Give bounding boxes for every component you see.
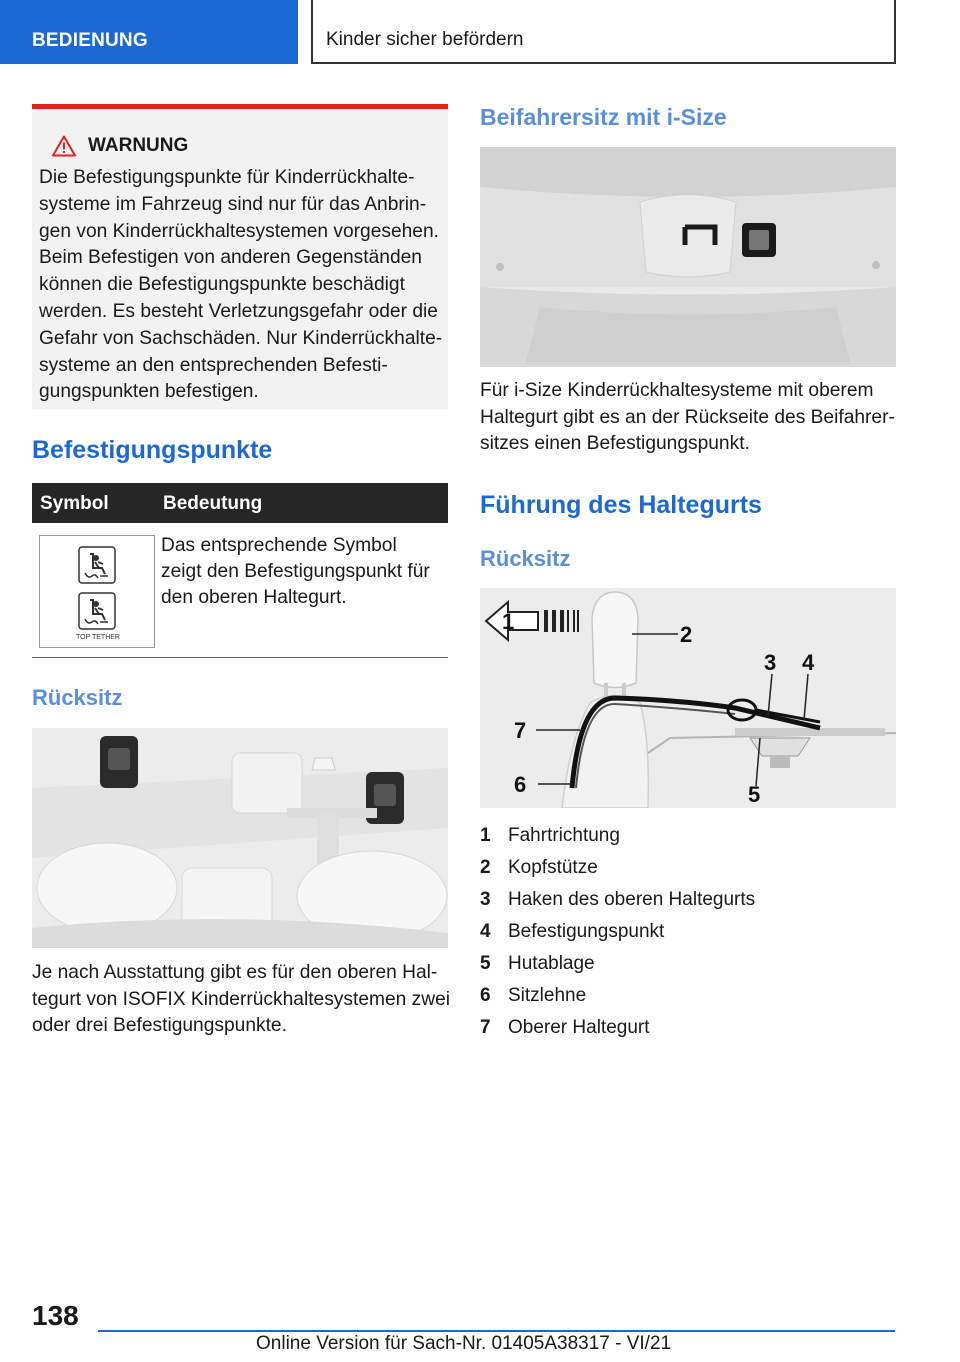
passenger-seat-illustration — [480, 147, 896, 367]
legend-number: 6 — [480, 985, 491, 1006]
warning-line: können die Befestigungspunkte beschädigt — [39, 274, 405, 296]
top-tether-icon — [78, 592, 116, 630]
legend-number: 7 — [480, 1017, 491, 1038]
legend-item — [480, 884, 900, 916]
child-seat-anchor-icon — [78, 546, 116, 584]
header-section-label: BEDIENUNG — [32, 30, 148, 51]
warning-line: systeme an den entsprechenden Befesti- — [39, 354, 388, 376]
footer-version-text: Online Version für Sach-Nr. 01405A38317 - VI/21 — [256, 1333, 672, 1354]
table-col-symbol: Symbol — [40, 493, 109, 514]
warning-line: gungspunkten befestigen. — [39, 381, 259, 403]
legend-text: Hutablage — [508, 953, 595, 974]
legend-item — [480, 820, 900, 852]
table-desc-line: zeigt den Befestigungspunkt für — [161, 561, 430, 582]
paragraph-line: sitzes einen Befestigungspunkt. — [480, 433, 750, 454]
diagram-legend — [480, 820, 900, 1044]
diagram-label-3: 3 — [764, 650, 777, 675]
legend-item — [480, 1012, 900, 1044]
passenger-seat-photo — [480, 147, 896, 367]
table-desc-line: den oberen Haltegurt. — [161, 587, 347, 608]
warning-line: Die Befestigungspunkte für Kinderrückhalte- — [39, 167, 415, 188]
header-section-tab — [0, 0, 298, 64]
legend-text: Oberer Haltegurt — [508, 1017, 650, 1038]
page-number: 138 — [32, 1300, 79, 1331]
rear-seat-illustration — [32, 728, 448, 948]
diagram-label-5: 5 — [748, 782, 761, 807]
header-chapter-box — [311, 0, 896, 64]
heading-beifahrersitz: Beifahrersitz mit i-Size — [480, 104, 727, 130]
legend-item — [480, 916, 900, 948]
rear-seat-paragraph — [32, 960, 452, 1040]
diagram-label-1: 1 — [502, 609, 515, 634]
warning-title: WARNUNG — [88, 135, 189, 156]
legend-number: 3 — [480, 889, 491, 910]
paragraph-line: Je nach Ausstattung gibt es für den oberen Hal- — [32, 962, 438, 983]
diagram-label-2: 2 — [680, 622, 693, 647]
table-col-meaning: Bedeutung — [163, 493, 263, 514]
tether-routing-illustration — [480, 588, 896, 808]
legend-text: Kopfstütze — [508, 857, 598, 878]
legend-number: 1 — [480, 825, 491, 846]
legend-item — [480, 980, 900, 1012]
warning-line: Gefahr von Sachschäden. Nur Kinderrückhalte- — [39, 327, 443, 349]
legend-number: 4 — [480, 921, 491, 942]
paragraph-line: tegurt von ISOFIX Kinderrückhaltesystemen zwei — [32, 988, 451, 1010]
warning-triangle-icon — [52, 135, 76, 157]
table-description — [161, 533, 441, 611]
warning-line: systeme im Fahrzeug sind nur für das Anbrin- — [39, 193, 427, 215]
warning-line: Beim Befestigen von anderen Gegenständen — [39, 247, 422, 269]
legend-text: Befestigungspunkt — [508, 921, 665, 942]
warning-box — [32, 104, 448, 409]
legend-number: 2 — [480, 857, 491, 878]
passenger-seat-paragraph — [480, 378, 900, 458]
legend-text: Fahrtrichtung — [508, 825, 620, 846]
table-row — [32, 523, 448, 658]
top-tether-label: TOP TETHER — [76, 634, 120, 641]
table-desc-line: Das entsprechende Symbol — [161, 535, 397, 556]
rear-seat-photo — [32, 728, 448, 948]
heading-befestigungspunkte: Befestigungspunkte — [32, 436, 273, 464]
tether-routing-diagram — [480, 588, 896, 808]
diagram-label-4: 4 — [802, 650, 815, 675]
diagram-label-7: 7 — [514, 718, 527, 743]
footer-rule — [98, 1330, 895, 1332]
table-header — [32, 483, 448, 523]
header-chapter-label: Kinder sicher befördern — [326, 29, 524, 50]
warning-header — [52, 135, 188, 157]
warning-text — [39, 165, 444, 406]
symbol-table — [32, 483, 448, 658]
legend-number: 5 — [480, 953, 491, 974]
legend-item — [480, 948, 900, 980]
paragraph-line: oder drei Befestigungspunkte. — [32, 1015, 287, 1036]
legend-item — [480, 852, 900, 884]
paragraph-line: Für i-Size Kinderrückhaltesysteme mit oberem — [480, 380, 874, 401]
warning-line: gen von Kinderrückhaltesystemen vorgesehen. — [39, 220, 439, 242]
legend-text: Haken des oberen Haltegurts — [508, 889, 756, 910]
heading-ruecksitz-right: Rücksitz — [480, 546, 571, 571]
anchor-symbol-box — [39, 535, 155, 648]
paragraph-line: Haltegurt gibt es an der Rückseite des Beifahrer- — [480, 406, 895, 428]
heading-ruecksitz-left: Rücksitz — [32, 685, 123, 710]
diagram-label-6: 6 — [514, 772, 527, 797]
heading-fuehrung-haltegurt: Führung des Haltegurts — [480, 491, 762, 519]
legend-text: Sitzlehne — [508, 985, 587, 1006]
warning-line: werden. Es besteht Verletzungsgefahr oder die — [39, 300, 438, 322]
